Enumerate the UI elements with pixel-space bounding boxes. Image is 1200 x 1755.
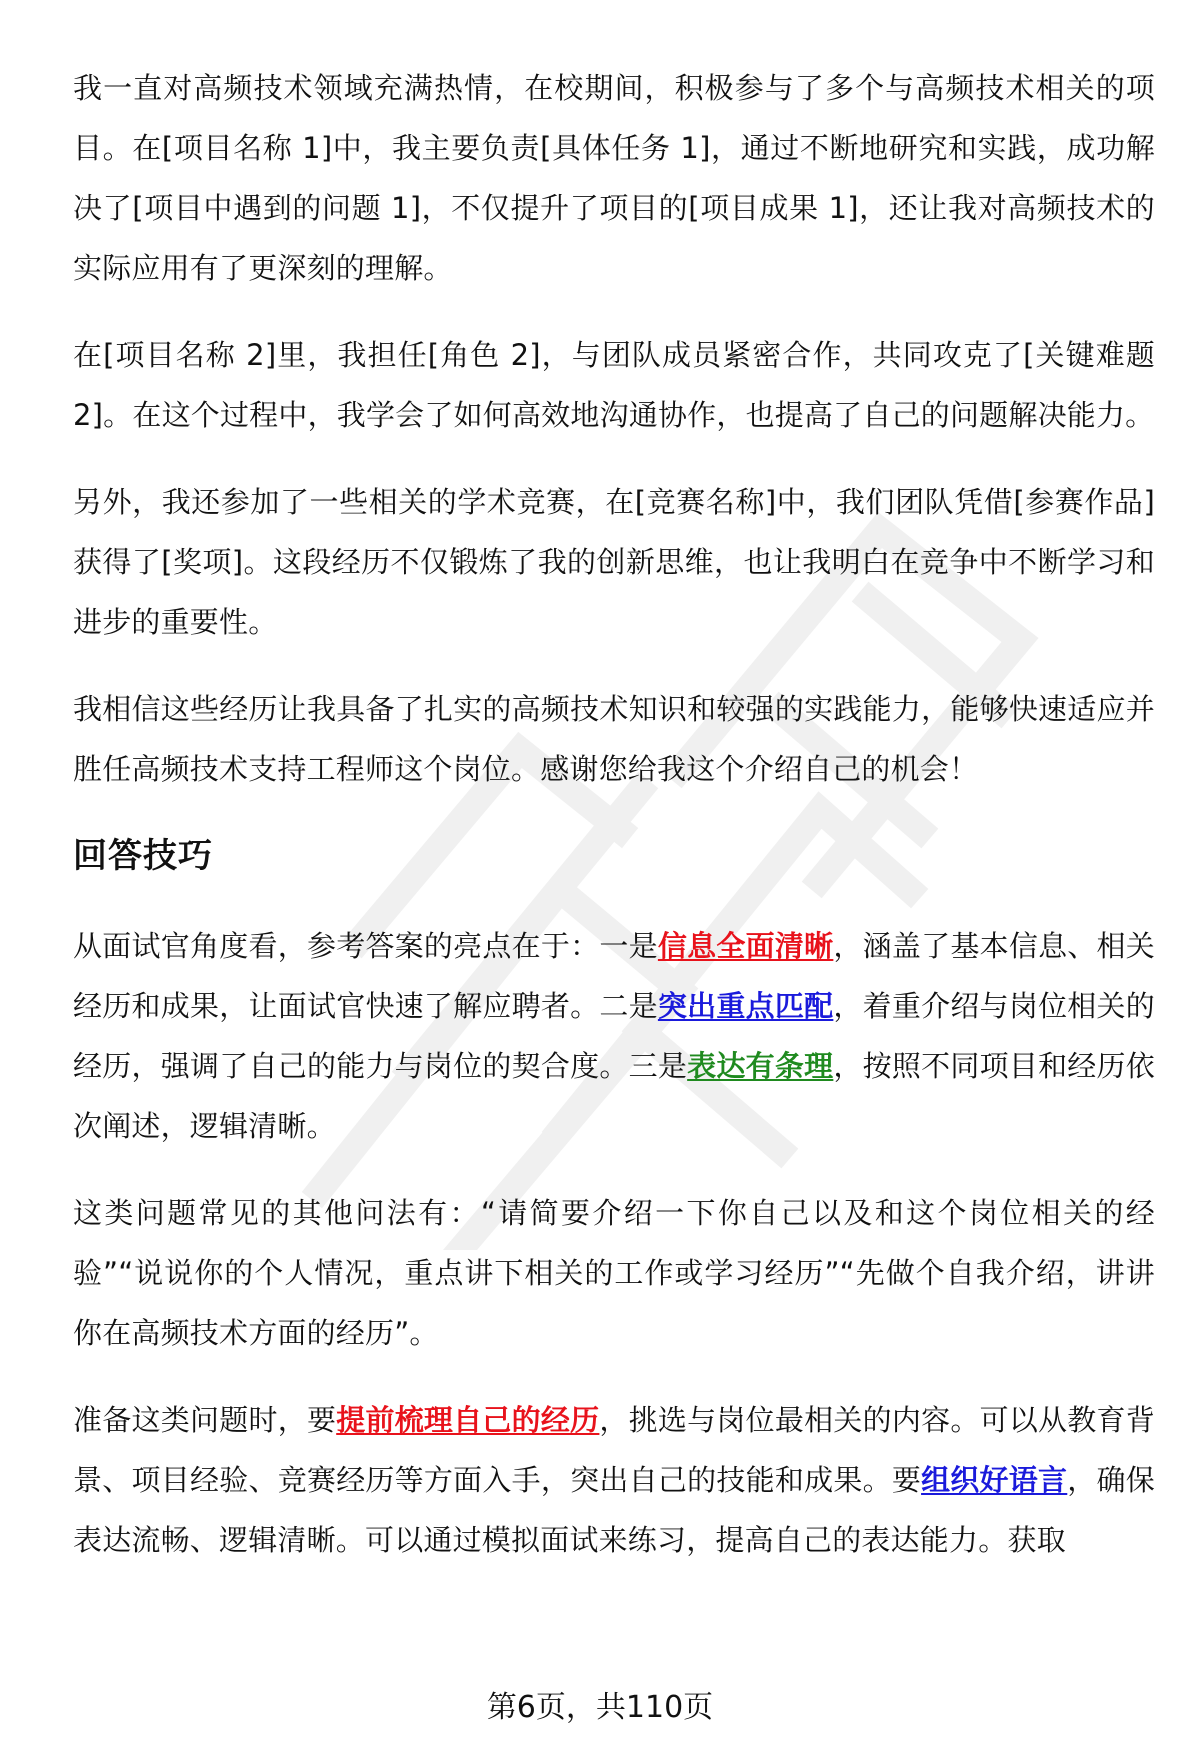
highlight-sort-experience: 提前梳理自己的经历 [336, 1403, 600, 1437]
paragraph-text: 从面试官角度看，参考答案的亮点在于：一是 [73, 929, 658, 963]
answer-paragraph-2 [73, 325, 1155, 445]
answer-paragraph-4 [73, 679, 1155, 799]
paragraph-text: 另外，我还参加了一些相关的学术竞赛，在[竞赛名称]中，我们团队凭借[参赛作品]获得了[奖项]。这段经历不仅锻炼了我的创新思维，也让我明白在竞争中不断学习和进步的重要性。 [73, 485, 1155, 639]
paragraph-text: ，涵盖了基本信息、相关经历和成果，让面试官快速了解应聘者。二是 [73, 929, 1155, 1023]
paragraph-text: ，确保表达流畅、逻辑清晰。可以通过模拟面试来练习，提高自己的表达能力。获取 [73, 1463, 1155, 1557]
tips-paragraph-1 [73, 916, 1155, 1156]
highlight-organize-language: 组织好语言 [921, 1463, 1068, 1497]
paragraph-text: 我一直对高频技术领域充满热情，在校期间，积极参与了多个与高频技术相关的项目。在[项目名称 1]中，我主要负责[具体任务 1]，通过不断地研究和实践，成功解决了[项目中遇到的问题 1]，不仅提升了项目的[项目成果 1]，还让我对高频技术的实际应用有了更深刻的理解。 [73, 71, 1155, 285]
tips-paragraph-3 [73, 1390, 1155, 1570]
answer-paragraph-3 [73, 472, 1155, 652]
paragraph-text: ，着重介绍与岗位相关的经历，强调了自己的能力与岗位的契合度。三是 [73, 989, 1155, 1083]
highlight-well-organized: 表达有条理 [687, 1049, 834, 1083]
document-body [73, 58, 1155, 1597]
paragraph-text: 我相信这些经历让我具备了扎实的高频技术知识和较强的实践能力，能够快速适应并胜任高频技术支持工程师这个岗位。感谢您给我这个介绍自己的机会！ [73, 692, 1155, 786]
paragraph-text: 这类问题常见的其他问法有：“请简要介绍一下你自己以及和这个岗位相关的经验”“说说你的个人情况，重点讲下相关的工作或学习经历”“先做个自我介绍，讲讲你在高频技术方面的经历”。 [73, 1196, 1155, 1350]
tips-paragraph-2 [73, 1183, 1155, 1363]
answer-paragraph-1 [73, 58, 1155, 298]
highlight-info-clear: 信息全面清晰 [657, 929, 834, 963]
page-number-footer: 第6页，共110页 [486, 1690, 714, 1725]
paragraph-text: 在[项目名称 2]里，我担任[角色 2]，与团队成员紧密合作，共同攻克了[关键难题 2]。在这个过程中，我学会了如何高效地沟通协作，也提高了自己的问题解决能力。 [73, 338, 1155, 432]
paragraph-text: ，挑选与岗位最相关的内容。可以从教育背景、项目经验、竞赛经历等方面入手，突出自己的技能和成果。要 [73, 1403, 1155, 1497]
section-heading: 回答技巧 [73, 836, 213, 876]
paragraph-text: 准备这类问题时，要 [73, 1403, 337, 1437]
paragraph-text: ，按照不同项目和经历依次阐述，逻辑清晰。 [73, 1049, 1155, 1143]
highlight-focus-match: 突出重点匹配 [657, 989, 834, 1023]
